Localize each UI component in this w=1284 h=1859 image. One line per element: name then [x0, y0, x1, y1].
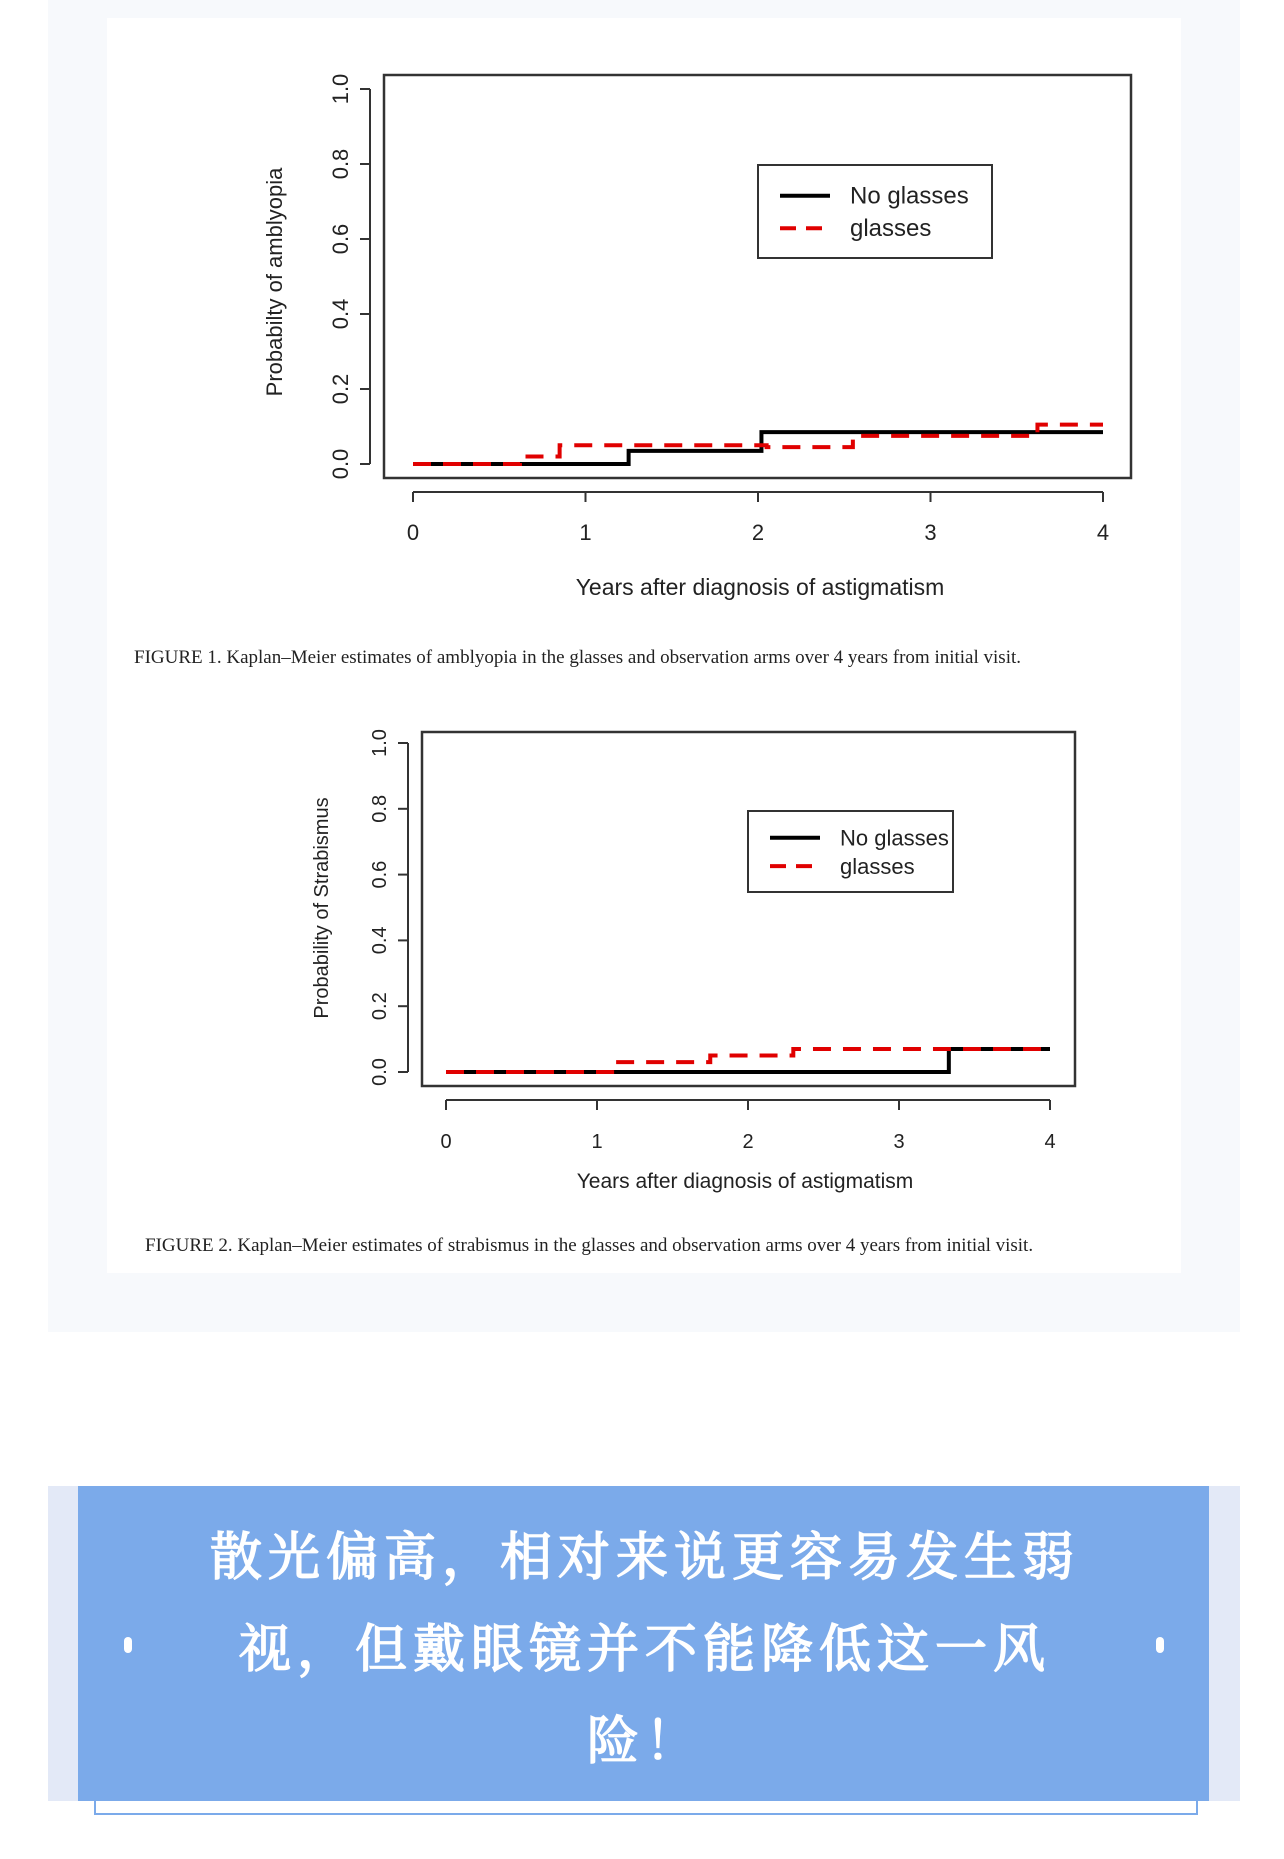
quote-line: 险！: [586, 1712, 703, 1772]
y-tick-label: 0.2: [328, 373, 353, 405]
y-tick-label: 0.6: [328, 223, 353, 255]
y-axis-label: Probability of Strabismus: [311, 797, 333, 1019]
x-tick-label: 1: [591, 1131, 603, 1153]
x-tick-label: 0: [406, 520, 420, 545]
legend-label: glasses: [850, 215, 932, 243]
legend-box: [758, 165, 992, 258]
x-tick-label: 3: [924, 520, 937, 545]
y-tick-label: 1.0: [369, 729, 391, 757]
x-tick-label: 4: [1096, 520, 1110, 545]
y-tick-label: 0.4: [369, 926, 391, 955]
x-tick-label: 2: [742, 1131, 754, 1153]
y-tick-label: 0.0: [369, 1058, 391, 1086]
y-axis-label: Probabilty of amblyopia: [262, 167, 287, 397]
figure-2-caption: FIGURE 2. Kaplan–Meier estimates of strabismus in the glasses and observation arms over 4 years from initial visit.: [145, 1235, 1034, 1256]
quote-line: 散光偏高，相对来说更容易发生弱: [209, 1528, 1080, 1588]
y-tick-label: 0.0: [328, 448, 353, 480]
series-line-no-glasses: [413, 432, 1103, 464]
legend-label: glasses: [840, 854, 915, 880]
x-tick-label: 0: [440, 1131, 452, 1153]
x-tick-label: 2: [751, 520, 765, 545]
quote-text: [150, 1512, 1140, 1788]
figure-1-caption: FIGURE 1. Kaplan–Meier estimates of amblyopia in the glasses and observation arms over 4 years from initial visit.: [134, 647, 1021, 668]
x-tick-label: 4: [1044, 1131, 1056, 1153]
y-tick-label: 0.8: [328, 148, 353, 180]
x-tick-label: 3: [893, 1131, 905, 1153]
legend-box: [748, 811, 953, 892]
plot-frame: [422, 732, 1075, 1086]
y-tick-label: 0.2: [369, 992, 391, 1021]
legend-label: No glasses: [840, 825, 949, 851]
y-tick-label: 0.4: [328, 298, 353, 330]
quote-underline: [94, 1801, 1198, 1815]
y-tick-label: 0.8: [369, 794, 391, 823]
x-axis-label: Years after diagnosis of astigmatism: [576, 1170, 914, 1193]
plot-frame: [384, 75, 1131, 478]
legend-label: No glasses: [850, 182, 969, 210]
bullet-dot-right: [1156, 1637, 1164, 1653]
series-line-glasses: [446, 1049, 1050, 1072]
x-tick-label: 1: [579, 520, 592, 545]
x-axis-label: Years after diagnosis of astigmatism: [575, 574, 945, 600]
y-tick-label: 0.6: [369, 860, 391, 889]
quote-line: 视，但戴眼镜并不能降低这一风: [238, 1620, 1051, 1680]
series-line-no-glasses: [446, 1049, 1050, 1072]
y-tick-label: 1.0: [328, 73, 353, 105]
bullet-dot-left: [124, 1637, 132, 1653]
